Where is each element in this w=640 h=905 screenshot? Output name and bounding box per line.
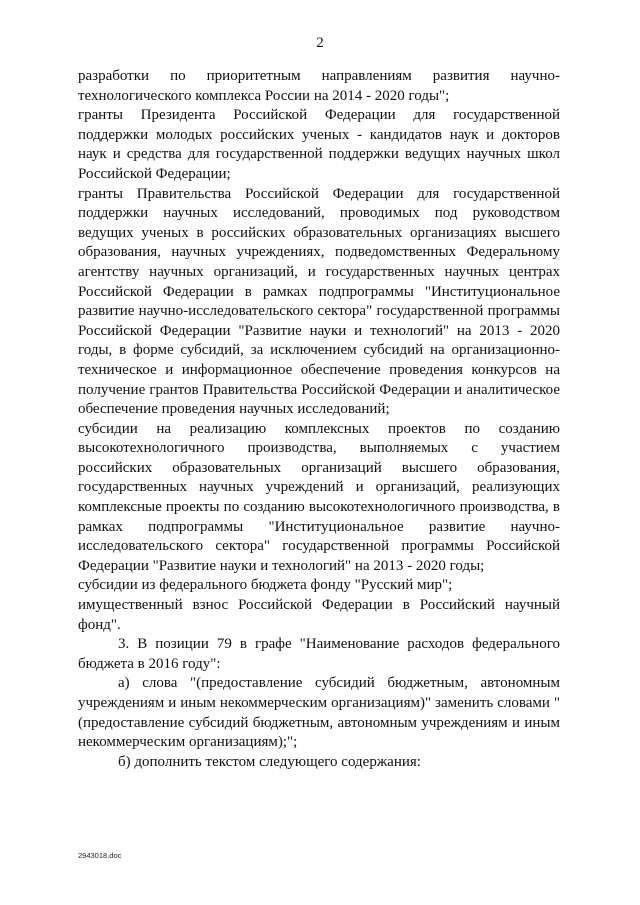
section-3-heading: 3. В позиции 79 в графе "Наименование расходов федерального бюджета в 2016 году":	[78, 636, 560, 672]
subsection-a: а) слова "(предоставление субсидий бюджетным, автономным учреждениям и иным некоммерческим организациям)" заменить словами "(предоставление субсидий бюджетным, автономным учреждениям и иным некоммерческим организациям);";	[78, 675, 560, 751]
list-item-government-grants: гранты Правительства Российской Федерации для государственной поддержки научных исследований, проводимых под руководством ведущих ученых в российских образовательных организациях высшего образования, научных учреждениях, подведомственных Федеральному агентству научных организаций, и государственных научных центрах Российской Федерации в рамках подпрограммы "Институциональное развитие научно-исследовательского сектора" государственной программы Российской Федерации "Развитие науки и технологий" на 2013 - 2020 годы, в форме субсидий, за исключением субсидий на организационно-техническое и информационное обеспечение проведения конкурсов на получение грантов Правительства Российской Федерации и аналитическое обеспечение проведения научных исследований;	[78, 185, 560, 418]
list-item-russkiy-mir-subsidies: субсидии из федерального бюджета фонду "Русский мир";	[78, 577, 453, 594]
list-item-high-tech-subsidies: субсидии на реализацию комплексных проектов по созданию высокотехнологичного производства, выполняемых с участием российских образовательных организаций высшего образования, государственных научных учреждений и организаций, реализующих комплексные проекты по созданию высокотехнологичного производства, в рамках подпрограммы "Институциональное развитие научно-исследовательского сектора" государственной программы Российской Федерации "Развитие науки и технологий" на 2013 - 2020 годы;	[78, 420, 560, 574]
list-item-president-grants: гранты Президента Российской Федерации для государственной поддержки молодых российских ученых - кандидатов наук и докторов наук и средства для государственной поддержки ведущих научных школ Российской Федерации;	[78, 107, 560, 182]
document-body	[78, 67, 560, 772]
subsection-b: б) дополнить текстом следующего содержания:	[118, 753, 421, 770]
list-item-developments: разработки по приоритетным направлениям развития научно-технологического комплекса России на 2014 - 2020 годы";	[78, 68, 560, 104]
document-file-code: 2943018.doc	[78, 851, 122, 860]
list-item-property-contribution: имущественный взнос Российской Федерации в Российский научный фонд".	[78, 597, 560, 633]
page-number: 2	[316, 35, 324, 51]
